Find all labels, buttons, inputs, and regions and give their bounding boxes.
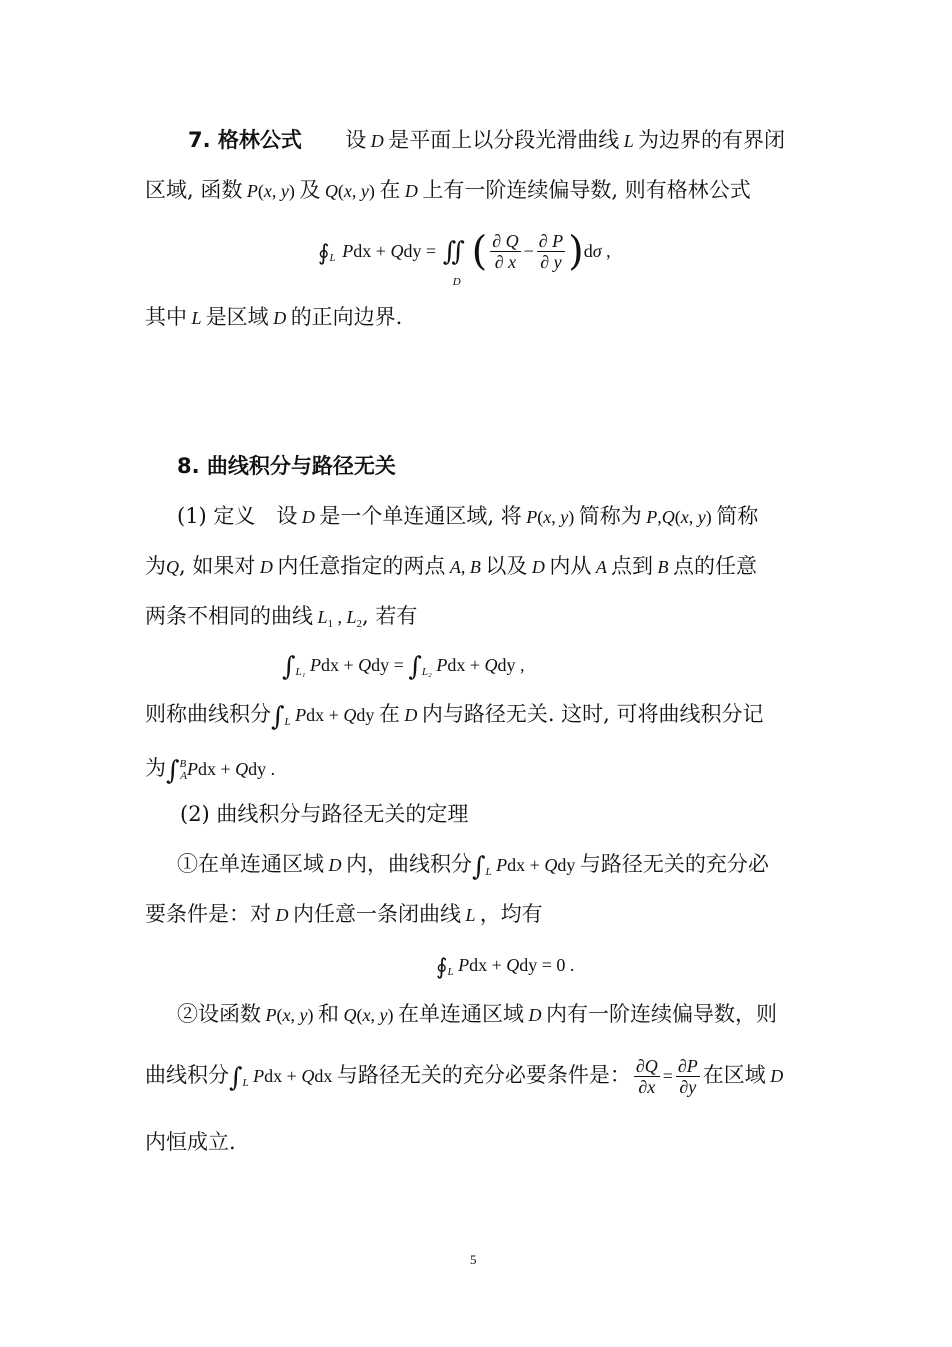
text: 和 xyxy=(318,1002,339,1026)
text: 简称 xyxy=(716,504,759,528)
text: 是平面上以分段光滑曲线 xyxy=(388,128,620,152)
text: 的正向边界. xyxy=(290,305,403,329)
section8-p4: 则称曲线积分$\int_L$ Pdx + Qdy 在 D 内与路径无关. 这时, 可将曲线积分记 xyxy=(145,702,764,732)
theorem-1-line2: 要条件是：对 D 内任意一条闭曲线 L ，均有 xyxy=(145,902,543,926)
text: 点的任意 xyxy=(673,554,758,578)
section8-title: 8. 曲线积分与路径无关 xyxy=(177,454,396,478)
section7-title: 7. 格林公式 xyxy=(188,128,302,152)
theorem-title: (2) 曲线积分与路径无关的定理 xyxy=(180,802,469,826)
text: ①在单连通区域 xyxy=(177,852,324,876)
text: (1) 定义 设 xyxy=(177,504,298,528)
text: 点到 xyxy=(611,554,654,578)
section8-p1: (1) 定义 设 D 是一个单连通区域, 将 P(x, y) 简称为 P,Q(x, y) 简称 xyxy=(177,504,759,528)
section8-p3: 两条不相同的曲线 $L_1$ , $L_2$, 若有 xyxy=(145,604,418,630)
page-number: 5 xyxy=(470,1252,477,1267)
text: 区域, 函数 xyxy=(145,178,243,202)
text: 内，曲线积分 xyxy=(346,852,472,876)
theorem-1-line1: ①在单连通区域 D 内，曲线积分$\int_L$ Pdx + Qdy 与路径无关的充分必 xyxy=(177,852,769,882)
theorem-2-line2: 曲线积分$\int_L$ Pdx + Qdx 与路径无关的充分必要条件是： $\frac{\partial Q}{\partial x}$ = $\frac{\partial P}{\partial y}$ 在区域 D xyxy=(145,1056,784,1097)
closed-curve-formula: $∮_L$ Pdx + Qdy = 0 . xyxy=(436,955,575,980)
text: , 若有 xyxy=(362,604,418,628)
section8-p5: 为∫$^B_A$Pdx + Qdy . xyxy=(145,756,276,786)
text: ，均有 xyxy=(479,902,543,926)
text: 是区域 xyxy=(205,305,269,329)
text: 以及 xyxy=(485,554,528,578)
text: 是一个单连通区域, 将 xyxy=(319,504,522,528)
text: 上有一阶连续偏导数, 则有格林公式 xyxy=(422,178,751,202)
theorem-2-line1: ②设函数 P(x, y) 和 Q(x, y) 在单连通区域 D 内有一阶连续偏导数，则 xyxy=(177,1002,777,1026)
green-formula: $∮_L$ Pdx + Qdy = ∬ D ( $\frac{\partial Q}{\partial x}$ − $\frac{\partial P}{\partial y}$ )dσ , xyxy=(318,228,611,288)
text: 内任意指定的两点 xyxy=(277,554,446,578)
text: 与路径无关的充分必 xyxy=(579,852,769,876)
text: 及 xyxy=(299,178,321,202)
text: 曲线积分 xyxy=(145,1063,229,1087)
text: 则称曲线积分 xyxy=(145,702,271,726)
section7-line2: 区域, 函数 P(x, y) 及 Q(x, y) 在 D 上有一阶连续偏导数, 则有格林公式 xyxy=(145,178,751,202)
section7-line3: 其中 L 是区域 D 的正向边界. xyxy=(145,305,403,329)
path-equality-formula: $\int_{L_1}$ Pdx + Qdy = $\int_{L_2}$ Pdx + Qdy , xyxy=(282,652,525,682)
text: 内与路径无关. 这时, 可将曲线积分记 xyxy=(421,702,764,726)
text: 在 xyxy=(378,702,400,726)
text: 在区域 xyxy=(702,1063,766,1087)
text: 要条件是：对 xyxy=(145,902,271,926)
text: 内从 xyxy=(549,554,592,578)
text: 两条不相同的曲线 xyxy=(145,604,313,628)
text: ②设函数 xyxy=(177,1002,261,1026)
text: 在 xyxy=(379,178,401,202)
text: , 如果对 xyxy=(179,554,256,578)
text: 简称为 xyxy=(578,504,642,528)
text: 在单连通区域 xyxy=(398,1002,524,1026)
text: 为边界的有界闭 xyxy=(637,128,785,152)
text: 与路径无关的充分必要条件是： xyxy=(336,1063,631,1087)
section8-p2: 为Q, 如果对 D 内任意指定的两点 A, B 以及 D 内从 A 点到 B 点的任意 xyxy=(145,554,758,578)
text: 为 xyxy=(145,554,166,578)
text: 内任意一条闭曲线 xyxy=(293,902,461,926)
text: 设 xyxy=(345,128,367,152)
theorem-2-line3: 内恒成立. xyxy=(145,1130,236,1154)
text: 内有一阶连续偏导数，则 xyxy=(546,1002,777,1026)
text: 其中 xyxy=(145,305,187,329)
text: 为 xyxy=(145,756,166,780)
section7-line1: 7. 格林公式 设 D 是平面上以分段光滑曲线 L 为边界的有界闭 xyxy=(188,128,785,152)
